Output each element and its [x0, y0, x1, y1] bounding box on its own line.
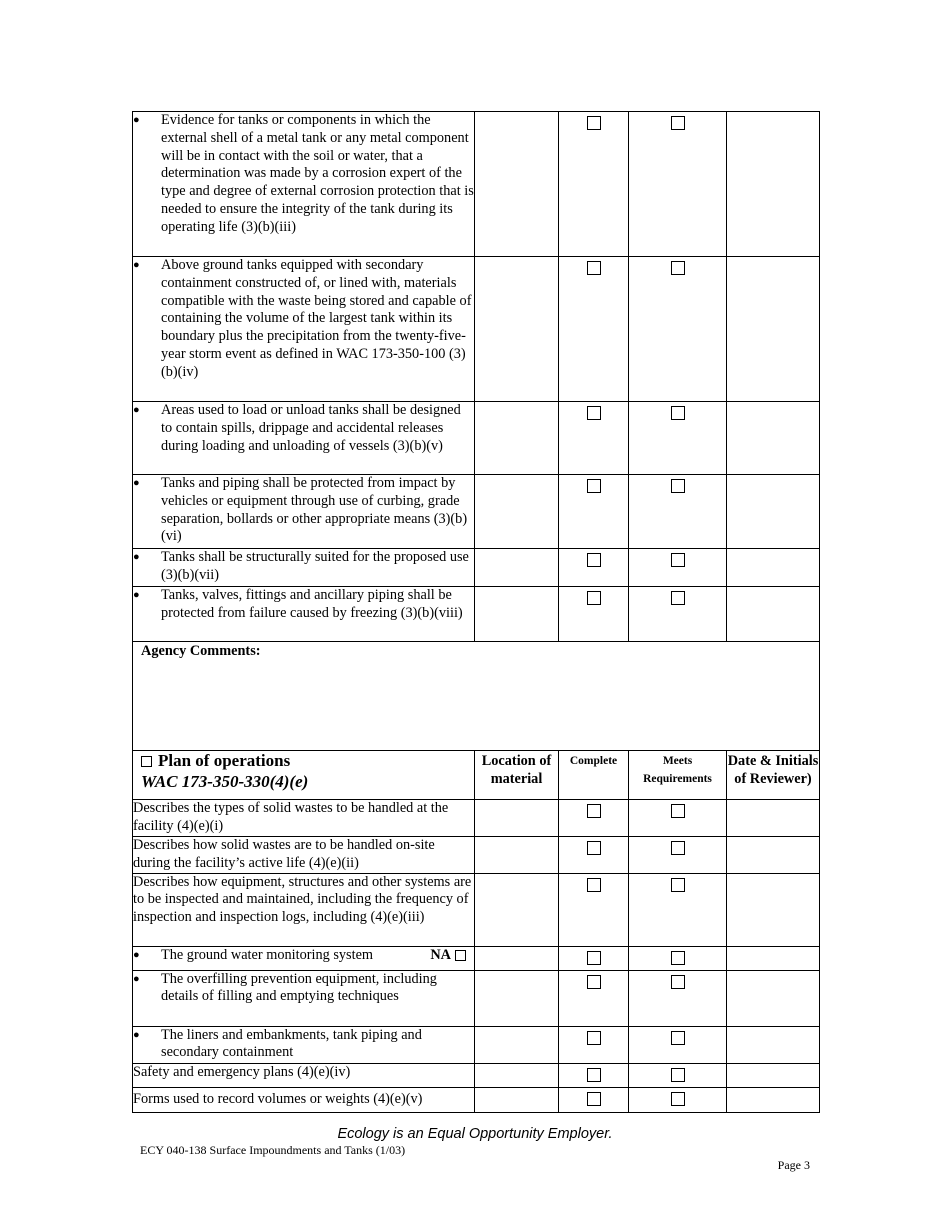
requirement-text: Tanks, valves, fittings and ancillary piping shall be protected from failure caused by freezing (3)(b)(viii): [161, 587, 463, 621]
table-row: [133, 970, 820, 1026]
meets-requirements-checkbox[interactable]: [671, 406, 685, 420]
meets-requirements-checkbox[interactable]: [671, 479, 685, 493]
table-row: [133, 257, 820, 402]
na-checkbox[interactable]: [455, 950, 466, 961]
location-cell[interactable]: [475, 549, 559, 587]
requirement-text: The liners and embankments, tank piping and secondary containment: [161, 1026, 422, 1061]
section-checkbox[interactable]: [141, 756, 152, 767]
complete-checkbox[interactable]: [587, 1092, 601, 1106]
location-cell[interactable]: [475, 1026, 559, 1063]
table-row: [133, 946, 820, 970]
complete-checkbox[interactable]: [587, 804, 601, 818]
location-cell[interactable]: [475, 257, 559, 402]
meets-requirements-checkbox[interactable]: [671, 553, 685, 567]
complete-checkbox[interactable]: [587, 878, 601, 892]
reviewer-cell[interactable]: [727, 549, 820, 587]
agency-comments-label: Agency Comments:: [141, 643, 261, 659]
table-row: [133, 112, 820, 257]
meets-requirements-checkbox[interactable]: [671, 591, 685, 605]
location-cell[interactable]: [475, 946, 559, 970]
section-header-row: [133, 751, 820, 800]
complete-checkbox[interactable]: [587, 951, 601, 965]
requirement-text: Evidence for tanks or components in which the external shell of a metal tank or any metal component will be in contact with the soil or water, that a determination was made by a corrosion expert of the type and degree of external corrosion protection that is needed to ensure the integrity of the tank during its operating life (3)(b)(iii): [161, 112, 474, 235]
table-row: [133, 402, 820, 475]
bullet-icon: ●: [133, 589, 140, 601]
agency-comments-area[interactable]: [133, 642, 820, 751]
bullet-icon: ●: [133, 972, 140, 985]
location-cell[interactable]: [475, 1087, 559, 1112]
location-cell[interactable]: [475, 402, 559, 475]
column-header-meets: Meets Requirements: [629, 751, 727, 800]
page-number: Page 3: [777, 1158, 810, 1172]
complete-checkbox[interactable]: [587, 1068, 601, 1082]
reviewer-cell[interactable]: [727, 475, 820, 549]
bullet-icon: ●: [133, 404, 140, 416]
reviewer-cell[interactable]: [727, 1063, 820, 1087]
column-header-date: Date & Initials of Reviewer): [727, 751, 820, 800]
location-cell[interactable]: [475, 475, 559, 549]
reviewer-cell[interactable]: [727, 837, 820, 874]
complete-checkbox[interactable]: [587, 406, 601, 420]
agency-comments-row: [133, 642, 820, 751]
meets-requirements-checkbox[interactable]: [671, 975, 685, 989]
complete-checkbox[interactable]: [587, 479, 601, 493]
location-cell[interactable]: [475, 837, 559, 874]
table-row: [133, 1063, 820, 1087]
bullet-icon: ●: [133, 114, 140, 126]
reviewer-cell[interactable]: [727, 873, 820, 946]
requirement-text: The ground water monitoring system: [161, 946, 374, 963]
complete-checkbox[interactable]: [587, 591, 601, 605]
bullet-icon: ●: [133, 1028, 140, 1041]
location-cell[interactable]: [475, 873, 559, 946]
location-cell[interactable]: [475, 970, 559, 1026]
requirement-text: Describes how equipment, structures and other systems are to be inspected and maintained, including the frequency of inspection and inspection logs, including (4)(e)(iii): [133, 873, 475, 946]
equal-opportunity-statement: Ecology is an Equal Opportunity Employer.: [337, 1126, 613, 1142]
table-row: [133, 549, 820, 587]
complete-checkbox[interactable]: [587, 261, 601, 275]
meets-requirements-checkbox[interactable]: [671, 841, 685, 855]
na-label: NA: [430, 946, 451, 963]
location-cell[interactable]: [475, 587, 559, 642]
bullet-icon: ●: [133, 477, 140, 489]
requirement-text: Areas used to load or unload tanks shall be designed to contain spills, drippage and accidental releases during loading and unloading of vessels (3)(b)(v): [161, 402, 461, 454]
column-header-complete: Complete: [559, 751, 629, 800]
requirement-text: The overfilling prevention equipment, including details of filling and emptying techniques: [161, 970, 437, 1005]
table-row: [133, 587, 820, 642]
bullet-icon: ●: [133, 948, 140, 961]
meets-requirements-checkbox[interactable]: [671, 116, 685, 130]
meets-requirements-checkbox[interactable]: [671, 261, 685, 275]
requirement-text: Tanks and piping shall be protected from impact by vehicles or equipment through use of curbing, grade separation, bollards or other appropriate means (3)(b)(vi): [161, 475, 468, 545]
bullet-icon: ●: [133, 259, 140, 271]
location-cell[interactable]: [475, 112, 559, 257]
reviewer-cell[interactable]: [727, 946, 820, 970]
meets-requirements-checkbox[interactable]: [671, 1031, 685, 1045]
meets-requirements-checkbox[interactable]: [671, 878, 685, 892]
form-identifier: ECY 040-138 Surface Impoundments and Tanks (1/03): [140, 1143, 406, 1157]
complete-checkbox[interactable]: [587, 1031, 601, 1045]
reviewer-cell[interactable]: [727, 112, 820, 257]
table-row: [133, 1026, 820, 1063]
table-row: [133, 837, 820, 874]
checklist-table: [132, 111, 820, 1113]
complete-checkbox[interactable]: [587, 116, 601, 130]
bullet-icon: ●: [133, 551, 140, 563]
table-row: [133, 873, 820, 946]
section-title: Plan of operations: [158, 751, 291, 770]
table-row: [133, 1087, 820, 1112]
meets-requirements-checkbox[interactable]: [671, 1092, 685, 1106]
reviewer-cell[interactable]: [727, 970, 820, 1026]
complete-checkbox[interactable]: [587, 841, 601, 855]
table-row: [133, 800, 820, 837]
column-header-location: Location of material: [475, 751, 559, 800]
requirement-text: Describes how solid wastes are to be handled on-site during the facility’s active life (4)(e)(ii): [133, 837, 475, 874]
meets-requirements-checkbox[interactable]: [671, 951, 685, 965]
location-cell[interactable]: [475, 1063, 559, 1087]
reviewer-cell[interactable]: [727, 402, 820, 475]
requirement-text: Tanks shall be structurally suited for the proposed use (3)(b)(vii): [161, 549, 469, 583]
reviewer-cell[interactable]: [727, 1026, 820, 1063]
requirement-text: Describes the types of solid wastes to be handled at the facility (4)(e)(i): [133, 800, 475, 837]
meets-requirements-checkbox[interactable]: [671, 1068, 685, 1082]
table-row: [133, 475, 820, 549]
meets-requirements-checkbox[interactable]: [671, 804, 685, 818]
reviewer-cell[interactable]: [727, 800, 820, 837]
section-wac: WAC 173-350-330(4)(e): [141, 772, 309, 791]
requirement-text: Above ground tanks equipped with secondary containment constructed of, or lined with, materials compatible with the waste being stored and capable of containing the volume of the largest tank within its boundary plus the precipitation from the twenty-five-year storm event as defined in WAC 173-350-100 (3)(b)(iv): [161, 257, 472, 380]
location-cell[interactable]: [475, 800, 559, 837]
requirement-text: Safety and emergency plans (4)(e)(iv): [133, 1063, 475, 1087]
reviewer-cell[interactable]: [727, 1087, 820, 1112]
complete-checkbox[interactable]: [587, 975, 601, 989]
complete-checkbox[interactable]: [587, 553, 601, 567]
requirement-text: Forms used to record volumes or weights (4)(e)(v): [133, 1087, 475, 1112]
reviewer-cell[interactable]: [727, 257, 820, 402]
reviewer-cell[interactable]: [727, 587, 820, 642]
